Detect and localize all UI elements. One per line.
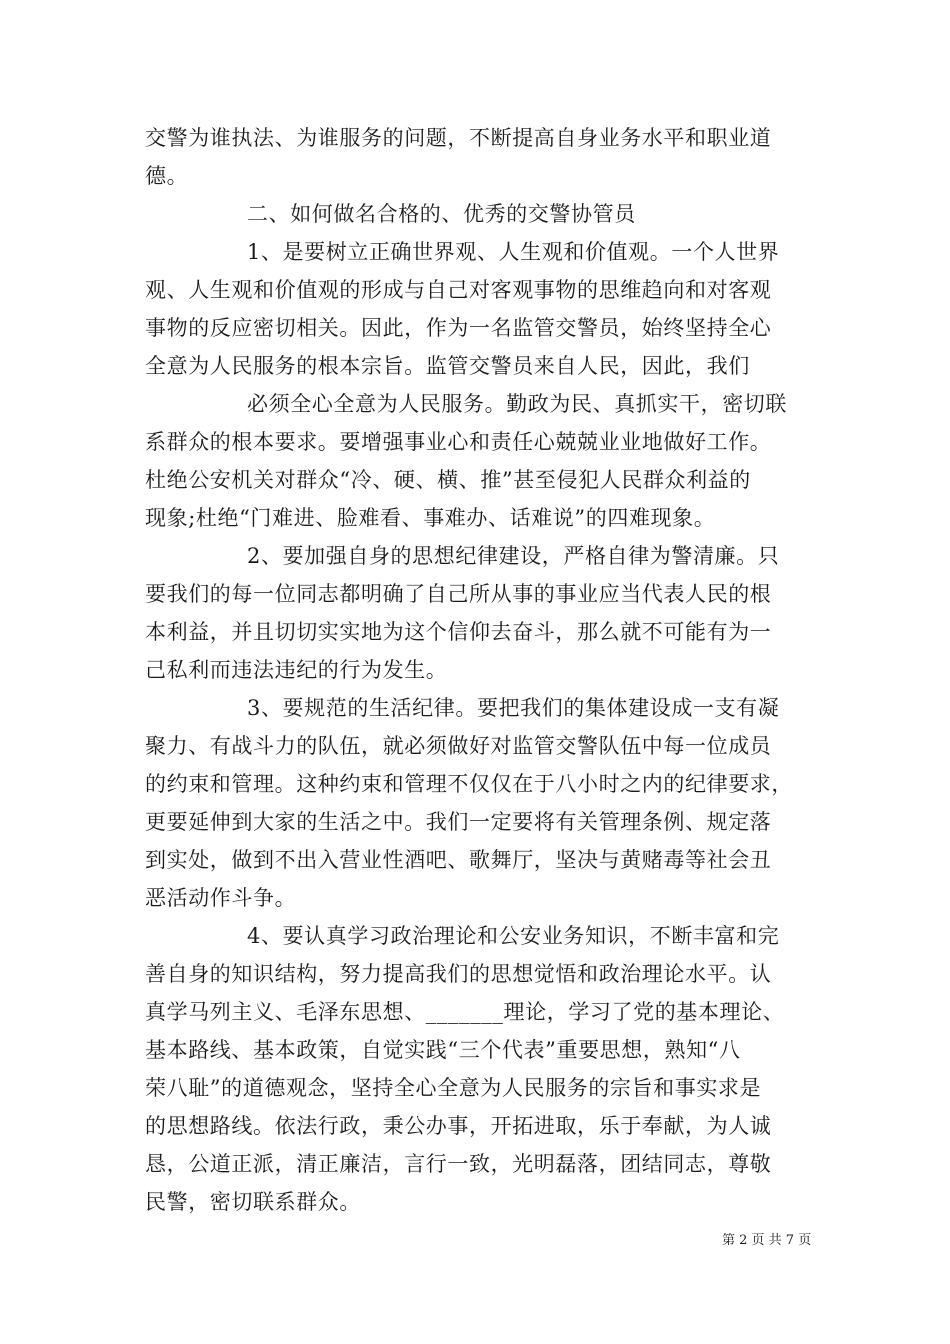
text-line: 恳，公道正派，清正廉洁，言行一致，光明磊落，团结同志，尊敬	[145, 1152, 772, 1176]
text-line: 全意为人民服务的根本宗旨。监管交警员来自人民，因此，我们	[145, 354, 750, 378]
section-heading: 二、如何做名合格的、优秀的交警协管员	[247, 202, 636, 226]
text-line: 本利益，并且切切实实地为这个信仰去奋斗，那么就不可能有为一	[145, 620, 772, 644]
text-line: 民警，密切联系群众。	[145, 1190, 361, 1214]
paragraph-start: 1、是要树立正确世界观、人生观和价值观。一个人世界	[247, 240, 780, 264]
text-line: 基本路线、基本政策，自觉实践“三个代表”重要思想，熟知“八	[145, 1038, 741, 1062]
text-line: 善自身的知识结构，努力提高我们的思想觉悟和政治理论水平。认	[145, 962, 772, 986]
text-line: 聚力、有战斗力的队伍，就必须做好对监管交警队伍中每一位成员	[145, 734, 772, 758]
text-line: 更要延伸到大家的生活之中。我们一定要将有关管理条例、规定落	[145, 810, 772, 834]
text-line: 到实处，做到不出入营业性酒吧、歌舞厅，坚决与黄赌毒等社会丑	[145, 848, 772, 872]
text-line: 系群众的根本要求。要增强事业心和责任心兢兢业业地做好工作。	[145, 430, 772, 454]
paragraph-start: 2、要加强自身的思想纪律建设，严格自律为警清廉。只	[247, 544, 780, 568]
paragraph-start: 4、要认真学习政治理论和公安业务知识，不断丰富和完	[247, 924, 780, 948]
text-line: 交警为谁执法、为谁服务的问题，不断提高自身业务水平和职业道	[145, 126, 772, 150]
text-line: 德。	[145, 164, 189, 188]
text-line: 真学马列主义、毛泽东思想、_______理论，学习了党的基本理论、	[145, 1000, 785, 1024]
text-line: 要我们的每一位同志都明确了自己所从事的事业应当代表人民的根	[145, 582, 772, 606]
page-number: 第 2 页 共 7 页	[722, 1233, 812, 1248]
paragraph-start: 必须全心全意为人民服务。勤政为民、真抓实干，密切联	[247, 392, 787, 416]
text-line: 己私利而违法违纪的行为发生。	[145, 658, 448, 682]
text-line: 的思想路线。依法行政，秉公办事，开拓进取，乐于奉献，为人诚	[145, 1114, 772, 1138]
text-line: 恶活动作斗争。	[145, 886, 297, 910]
paragraph-start: 3、要规范的生活纪律。要把我们的集体建设成一支有凝	[247, 696, 780, 720]
text-line: 的约束和管理。这种约束和管理不仅仅在于八小时之内的纪律要求，	[145, 772, 793, 796]
text-line: 观、人生观和价值观的形成与自己对客观事物的思维趋向和对客观	[145, 278, 772, 302]
text-line: 事物的反应密切相关。因此，作为一名监管交警员，始终坚持全心	[145, 316, 772, 340]
text-line: 杜绝公安机关对群众“冷、硬、横、推”甚至侵犯人民群众利益的	[145, 468, 751, 492]
text-line: 现象;杜绝“门难进、脸难看、事难办、话难说”的四难现象。	[145, 506, 716, 530]
text-line: 荣八耻”的道德观念，坚持全心全意为人民服务的宗旨和事实求是	[145, 1076, 762, 1100]
